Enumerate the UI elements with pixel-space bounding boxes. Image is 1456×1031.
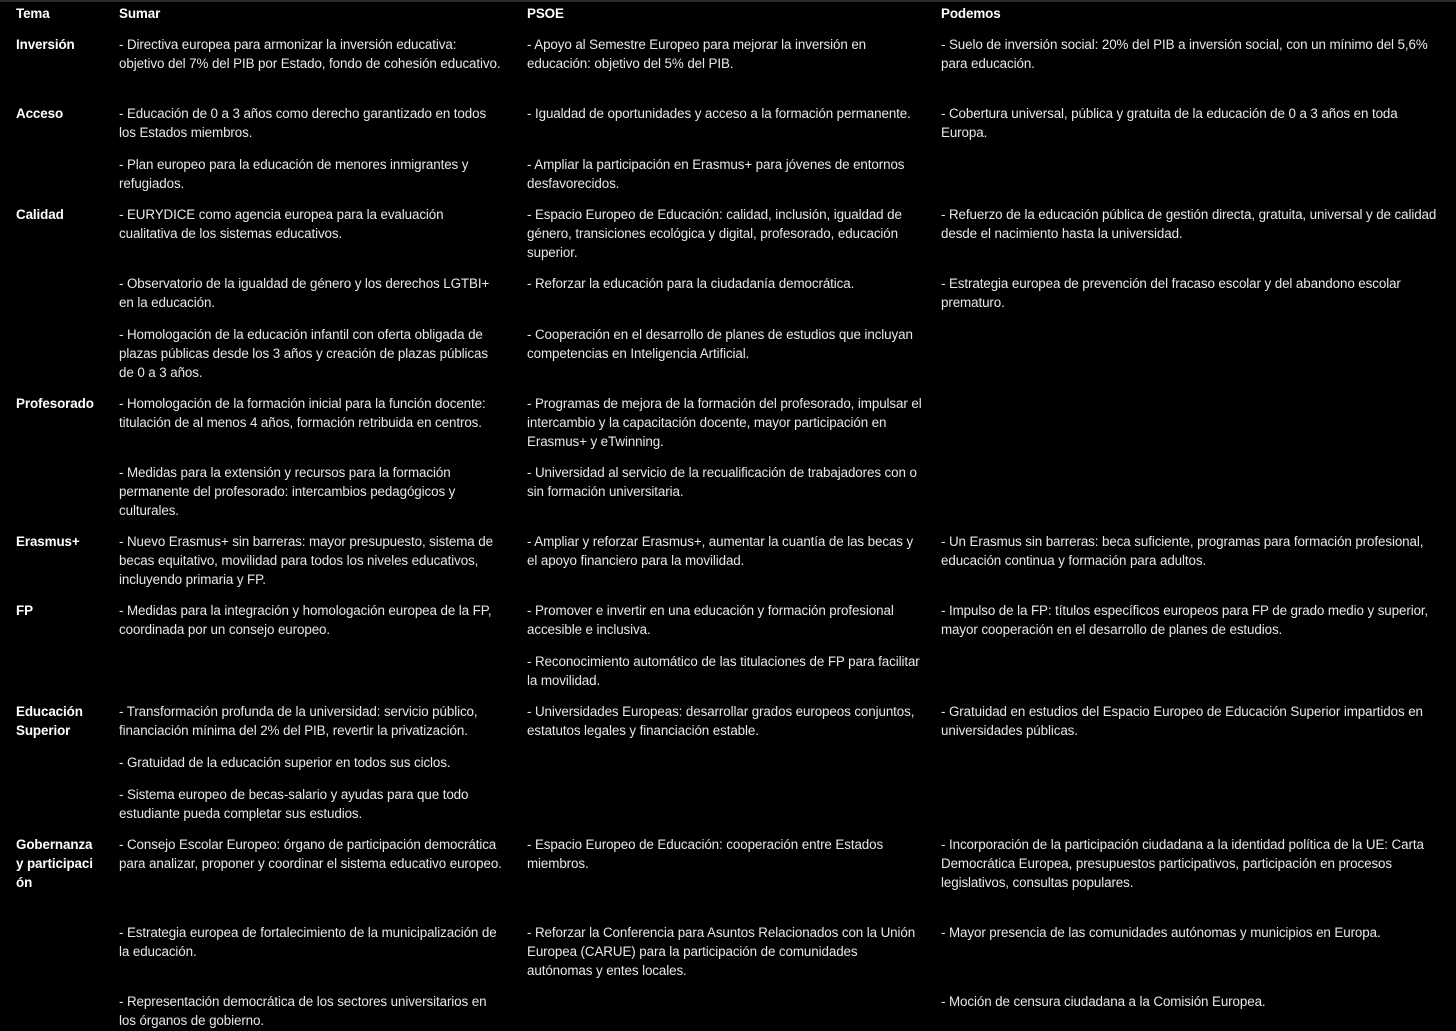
sumar-acceso-1: - Educación de 0 a 3 años como derecho garantizado en todos los Estados miembros. — [119, 106, 487, 140]
sumar-superior-3: - Sistema europeo de becas-salario y ayudas para que todo estudiante pueda completar sus estudios. — [119, 787, 469, 821]
header-psoe: PSOE — [527, 6, 564, 21]
sumar-erasmus-1: - Nuevo Erasmus+ sin barreras: mayor presupuesto, sistema de becas equitativo, movilidad para todos los niveles educativos, incluyendo primaria y FP. — [119, 534, 493, 587]
podemos-gobernanza-2: - Mayor presencia de las comunidades autónomas y municipios en Europa. — [941, 925, 1381, 940]
psoe-gobernanza-1: - Espacio Europeo de Educación: cooperación entre Estados miembros. — [527, 837, 884, 871]
podemos-superior-1: - Gratuidad en estudios del Espacio Europeo de Educación Superior impartidos en universidades públicas. — [941, 704, 1423, 738]
psoe-calidad-3: - Cooperación en el desarrollo de planes de estudios que incluyan competencias en Inteligencia Artificial. — [527, 327, 913, 361]
header-tema: Tema — [16, 6, 50, 21]
sumar-profesorado-1: - Homologación de la formación inicial para la función docente: titulación de al menos 4 años, formación retribuida en centros. — [119, 396, 486, 430]
topic-gobernanza: Gobernanza y participación — [16, 837, 93, 890]
topic-erasmus: Erasmus+ — [16, 534, 80, 549]
psoe-superior-1: - Universidades Europeas: desarrollar grados europeos conjuntos, estatutos legales y financiación estable. — [527, 704, 915, 738]
sumar-calidad-2: - Observatorio de la igualdad de género y los derechos LGTBI+ en la educación. — [119, 276, 490, 310]
podemos-fp-1: - Impulso de la FP: títulos específicos europeos para FP de grado medio y superior, mayor cooperación en el desarrollo de planes de estudios. — [941, 603, 1429, 637]
psoe-inversion-1: - Apoyo al Semestre Europeo para mejorar la inversión en educación: objetivo del 5% del PIB. — [527, 37, 867, 71]
psoe-calidad-1: - Espacio Europeo de Educación: calidad, inclusión, igualdad de género, transiciones ecológica y digital, profesorado, educación superior. — [527, 207, 902, 260]
sumar-calidad-3: - Homologación de la educación infantil con oferta obligada de plazas públicas desde los 3 años y creación de plazas públicas de 0 a 3 años. — [119, 327, 488, 380]
psoe-profesorado-1: - Programas de mejora de la formación del profesorado, impulsar el intercambio y la capacitación docente, mayor participación en Erasmus+ y eTwinning. — [527, 396, 922, 449]
sumar-profesorado-2: - Medidas para la extensión y recursos para la formación permanente del profesorado: intercambios pedagógicos y culturales. — [119, 465, 456, 518]
sumar-gobernanza-3: - Representación democrática de los sectores universitarios en los órganos de gobierno. — [119, 994, 487, 1028]
sumar-fp-1: - Medidas para la integración y homologación europea de la FP, coordinada por un consejo europeo. — [119, 603, 492, 637]
header-podemos: Podemos — [941, 6, 1001, 21]
sumar-acceso-2: - Plan europeo para la educación de menores inmigrantes y refugiados. — [119, 157, 469, 191]
sumar-superior-2: - Gratuidad de la educación superior en todos sus ciclos. — [119, 755, 451, 770]
sumar-calidad-1: - EURYDICE como agencia europea para la evaluación cualitativa de los sistemas educativos. — [119, 207, 444, 241]
podemos-gobernanza-1: - Incorporación de la participación ciudadana a la identidad política de la UE: Carta Democrática Europea, presupuestos participativos, participación en procesos legislativos, consultas populares. — [941, 837, 1424, 890]
sumar-gobernanza-2: - Estrategia europea de fortalecimiento de la municipalización de la educación. — [119, 925, 497, 959]
topic-acceso: Acceso — [16, 106, 64, 121]
psoe-acceso-1: - Igualdad de oportunidades y acceso a la formación permanente. — [527, 106, 911, 121]
podemos-erasmus-1: - Un Erasmus sin barreras: beca suficiente, programas para formación profesional, educación continua y formación para adultos. — [941, 534, 1424, 568]
podemos-calidad-1: - Refuerzo de la educación pública de gestión directa, gratuita, universal y de calidad desde el nacimiento hasta la universidad. — [941, 207, 1437, 241]
topic-inversion: Inversión — [16, 37, 75, 52]
podemos-acceso-1: - Cobertura universal, pública y gratuita de la educación de 0 a 3 años en toda Europa. — [941, 106, 1398, 140]
podemos-calidad-2: - Estrategia europea de prevención del fracaso escolar y del abandono escolar prematuro. — [941, 276, 1401, 310]
psoe-profesorado-2: - Universidad al servicio de la recualificación de trabajadores con o sin formación universitaria. — [527, 465, 917, 499]
psoe-erasmus-1: - Ampliar y reforzar Erasmus+, aumentar la cuantía de las becas y el apoyo financiero para la movilidad. — [527, 534, 914, 568]
topic-profesorado: Profesorado — [16, 396, 94, 411]
sumar-inversion-1: - Directiva europea para armonizar la inversión educativa: objetivo del 7% del PIB por Estado, fondo de cohesión educativo. — [119, 37, 501, 71]
topic-calidad: Calidad — [16, 207, 64, 222]
podemos-inversion-1: - Suelo de inversión social: 20% del PIB a inversión social, con un mínimo del 5,6% para educación. — [941, 37, 1428, 71]
header-sumar: Sumar — [119, 6, 161, 21]
top-divider — [0, 0, 1456, 2]
sumar-gobernanza-1: - Consejo Escolar Europeo: órgano de participación democrática para analizar, proponer y coordinar el sistema educativo europeo. — [119, 837, 502, 871]
psoe-acceso-2: - Ampliar la participación en Erasmus+ para jóvenes de entornos desfavorecidos. — [527, 157, 905, 191]
podemos-gobernanza-3: - Moción de censura ciudadana a la Comisión Europea. — [941, 994, 1266, 1009]
psoe-calidad-2: - Reforzar la educación para la ciudadanía democrática. — [527, 276, 855, 291]
psoe-gobernanza-2: - Reforzar la Conferencia para Asuntos Relacionados con la Unión Europea (CARUE) para la participación de comunidades autónomas y entes locales. — [527, 925, 916, 978]
psoe-fp-1: - Promover e invertir en una educación y formación profesional accesible e inclusiva. — [527, 603, 894, 637]
topic-fp: FP — [16, 603, 33, 618]
topic-educacion-superior: Educación Superior — [16, 704, 83, 738]
sumar-superior-1: - Transformación profunda de la universidad: servicio público, financiación mínima del 2% del PIB, revertir la privatización. — [119, 704, 478, 738]
psoe-fp-2: - Reconocimiento automático de las titulaciones de FP para facilitar la movilidad. — [527, 654, 920, 688]
